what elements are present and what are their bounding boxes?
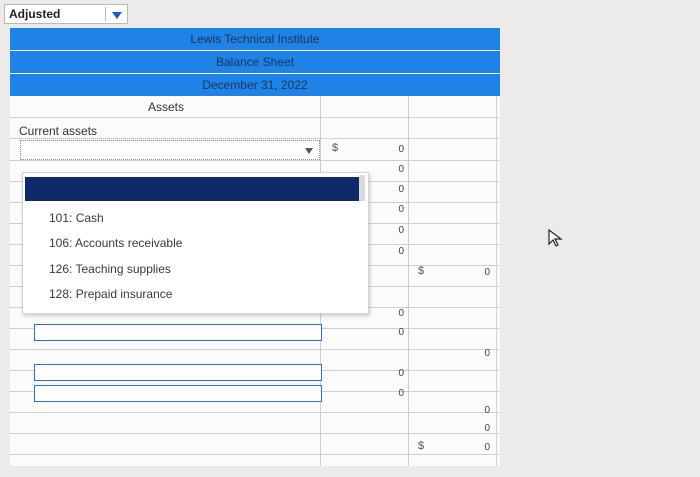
dropdown-option[interactable]: 126: Teaching supplies (49, 262, 171, 276)
amount-cell[interactable]: 0 (398, 246, 404, 257)
chevron-down-icon[interactable] (305, 148, 313, 154)
total-cell[interactable]: 0 (484, 348, 490, 359)
amount-cell[interactable]: 0 (398, 225, 404, 236)
total-cell[interactable]: 0 (484, 405, 490, 416)
total-cell[interactable]: 0 (484, 423, 490, 434)
account-select[interactable] (20, 140, 320, 160)
statement-title: Balance Sheet (10, 51, 500, 73)
amount-cell[interactable]: 0 (398, 368, 404, 379)
total-cell[interactable]: 0 (484, 267, 490, 278)
grid-line (10, 412, 500, 413)
grid-line (10, 160, 500, 161)
amount-cell[interactable]: 0 (398, 144, 404, 155)
mode-select[interactable] (4, 4, 128, 24)
section-heading: Assets (148, 100, 185, 114)
dropdown-highlighted-option[interactable] (25, 177, 363, 201)
account-input[interactable] (34, 385, 322, 402)
amount-cell[interactable]: 0 (398, 327, 404, 338)
currency-symbol: $ (418, 440, 425, 452)
grid-line (10, 454, 500, 455)
dropdown-option[interactable]: 106: Accounts receivable (49, 236, 183, 250)
mode-select-value: Adjusted (9, 7, 61, 21)
dropdown-scrollbar[interactable] (359, 175, 365, 201)
chevron-down-icon[interactable] (112, 12, 122, 19)
amount-cell[interactable]: 0 (398, 308, 404, 319)
grid-line (10, 349, 500, 350)
amount-cell[interactable]: 0 (398, 204, 404, 215)
mode-select-divider (105, 7, 106, 21)
statement-date: December 31, 2022 (10, 74, 500, 96)
total-cell[interactable]: 0 (484, 442, 490, 453)
company-name: Lewis Technical Institute (10, 28, 500, 50)
grid-line (10, 138, 500, 139)
currency-symbol: $ (332, 142, 339, 154)
mouse-cursor-icon (548, 229, 564, 247)
grid-line (496, 96, 497, 466)
currency-symbol: $ (418, 265, 425, 277)
amount-cell[interactable]: 0 (398, 184, 404, 195)
dropdown-option[interactable]: 101: Cash (49, 211, 104, 225)
grid-line (10, 433, 500, 434)
dropdown-option[interactable]: 128: Prepaid insurance (49, 287, 173, 301)
account-input[interactable] (34, 364, 322, 381)
amount-cell[interactable]: 0 (398, 388, 404, 399)
grid-line (408, 96, 409, 466)
grid-line (10, 117, 500, 118)
account-input[interactable] (34, 324, 322, 341)
amount-cell[interactable]: 0 (398, 164, 404, 175)
subsection-label: Current assets (19, 124, 98, 138)
account-dropdown-menu (22, 172, 369, 314)
